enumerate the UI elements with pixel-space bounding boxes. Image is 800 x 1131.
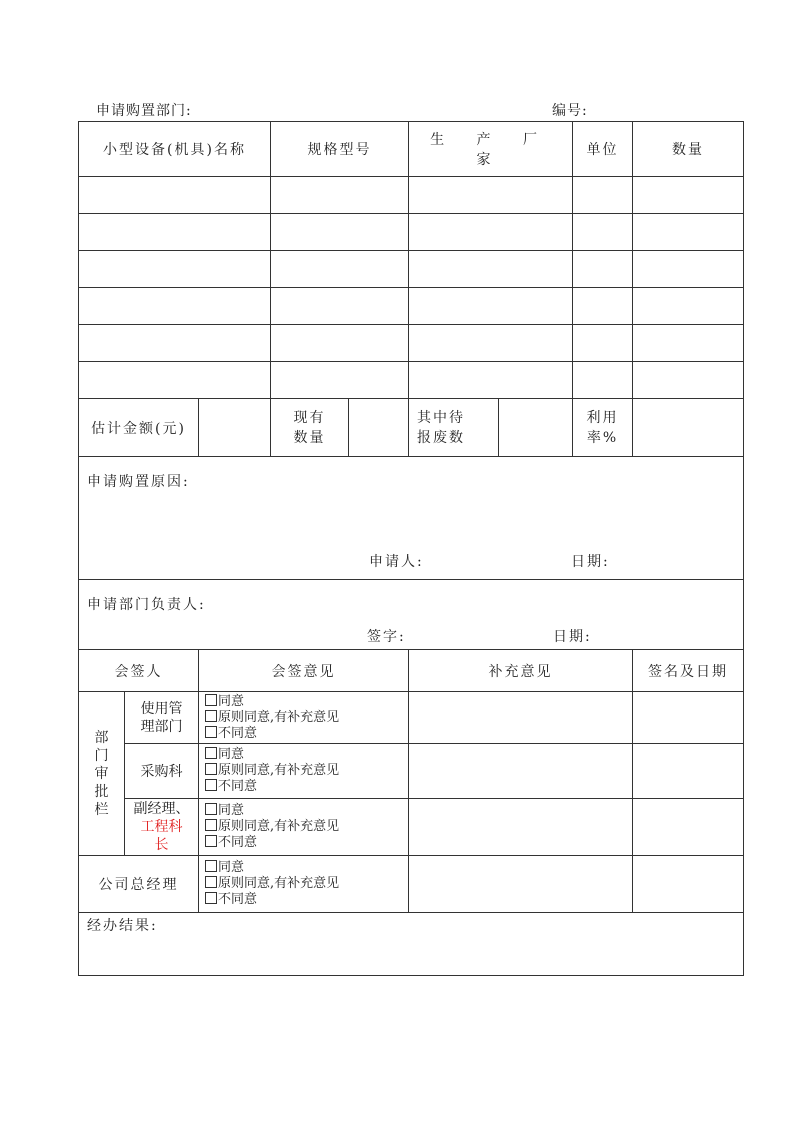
result-row[interactable] [79,913,744,976]
item-spec-cell[interactable] [271,251,409,288]
cosign-header-signer: 会签人 [79,650,199,692]
purchase-request-form [78,121,744,976]
cosign-header-opinion: 会签意见 [199,650,409,692]
option-disagree[interactable]: 不同意 [205,726,408,742]
cosign-row [79,744,744,799]
cosign-name-gm: 公司总经理 [79,856,199,913]
dept-label: 申请购置部门: [96,103,192,119]
item-name-cell[interactable] [79,288,271,325]
cosign-name-purchasing: 采购科 [125,744,199,799]
extra-opinion-cell[interactable] [409,692,633,744]
existing-qty-label: 现有 数量 [271,399,349,457]
option-agree[interactable]: 同意 [205,803,408,819]
checkbox-icon[interactable] [205,892,217,904]
option-agree[interactable]: 同意 [205,747,408,763]
item-spec-cell[interactable] [271,177,409,214]
checkbox-icon[interactable] [205,726,217,738]
checkbox-icon[interactable] [205,876,217,888]
item-name-cell[interactable] [79,177,271,214]
item-row[interactable] [79,325,744,362]
item-qty-cell[interactable] [633,362,744,399]
item-maker-cell[interactable] [409,362,573,399]
item-spec-cell[interactable] [271,288,409,325]
dept-head-label: 申请部门负责人: [87,597,206,613]
reason-row[interactable] [79,457,744,580]
result-label: 经办结果: [87,918,158,934]
pending-scrap-cell[interactable] [499,399,573,457]
item-unit-cell[interactable] [573,214,633,251]
col-header-maker: 生 产 厂 家 [409,122,573,177]
item-unit-cell[interactable] [573,362,633,399]
cosign-row-gm [79,856,744,913]
sign-date-cell[interactable] [633,692,744,744]
summary-row [79,399,744,457]
option-agree[interactable]: 同意 [205,860,408,876]
dept-head-block[interactable] [79,580,744,650]
applicant-label: 申请人: [369,554,424,570]
cosign-options [199,799,409,856]
cosign-header-sign-date: 签名及日期 [633,650,744,692]
checkbox-icon[interactable] [205,803,217,815]
item-qty-cell[interactable] [633,325,744,362]
sign-label: 签字: [367,629,406,645]
cosign-header-extra: 补充意见 [409,650,633,692]
cosign-row [79,692,744,744]
option-disagree[interactable]: 不同意 [205,835,408,851]
dept-head-row[interactable] [79,580,744,650]
cosign-options [199,744,409,799]
item-unit-cell[interactable] [573,288,633,325]
sign-date-cell[interactable] [633,856,744,913]
pending-scrap-label: 其中待 报废数 [409,399,499,457]
dept-approval-label-text: 部门审批栏 [94,729,109,818]
usage-rate-label: 利用 率% [573,399,633,457]
checkbox-icon[interactable] [205,694,217,706]
item-qty-cell[interactable] [633,288,744,325]
option-disagree[interactable]: 不同意 [205,779,408,795]
col-header-qty: 数量 [633,122,744,177]
checkbox-icon[interactable] [205,763,217,775]
option-agree-with-notes[interactable]: 原则同意,有补充意见 [205,763,408,779]
item-name-cell[interactable] [79,325,271,362]
reason-block[interactable] [79,457,744,580]
extra-opinion-cell[interactable] [409,856,633,913]
cosign-name-deputy-engineering: 副经理、 工程科 长 [125,799,199,856]
cosign-header-row [79,650,744,692]
item-maker-cell[interactable] [409,177,573,214]
option-agree-with-notes[interactable]: 原则同意,有补充意见 [205,710,408,726]
item-unit-cell[interactable] [573,177,633,214]
usage-rate-cell[interactable] [633,399,744,457]
option-agree[interactable]: 同意 [205,694,408,710]
checkbox-icon[interactable] [205,860,217,872]
item-qty-cell[interactable] [633,214,744,251]
checkbox-icon[interactable] [205,819,217,831]
item-row[interactable] [79,362,744,399]
item-maker-cell[interactable] [409,288,573,325]
item-maker-cell[interactable] [409,325,573,362]
item-spec-cell[interactable] [271,325,409,362]
cosign-options [199,856,409,913]
item-unit-cell[interactable] [573,325,633,362]
option-agree-with-notes[interactable]: 原则同意,有补充意见 [205,819,408,835]
sign-date-cell[interactable] [633,744,744,799]
cosign-options [199,692,409,744]
reason-label: 申请购置原因: [87,474,190,490]
item-maker-cell[interactable] [409,214,573,251]
extra-opinion-cell[interactable] [409,799,633,856]
items-header-row [79,122,744,177]
item-spec-cell[interactable] [271,362,409,399]
estimate-label: 估计金额(元) [79,399,199,457]
option-disagree[interactable]: 不同意 [205,892,408,908]
sign-date-cell[interactable] [633,799,744,856]
checkbox-icon[interactable] [205,835,217,847]
col-header-unit: 单位 [573,122,633,177]
reason-date-label: 日期: [571,554,610,570]
dept-head-date-label: 日期: [553,629,592,645]
item-row[interactable] [79,288,744,325]
item-maker-cell[interactable] [409,251,573,288]
cosign-row [79,799,744,856]
item-unit-cell[interactable] [573,251,633,288]
col-header-name: 小型设备(机具)名称 [79,122,271,177]
checkbox-icon[interactable] [205,779,217,791]
extra-opinion-cell[interactable] [409,744,633,799]
item-row[interactable] [79,214,744,251]
number-label: 编号: [552,103,588,119]
item-spec-cell[interactable] [271,214,409,251]
estimate-value-cell[interactable] [199,399,271,457]
checkbox-icon[interactable] [205,710,217,722]
item-name-cell[interactable] [79,251,271,288]
checkbox-icon[interactable] [205,747,217,759]
item-qty-cell[interactable] [633,251,744,288]
item-row[interactable] [79,251,744,288]
dept-approval-label [79,692,125,856]
item-name-cell[interactable] [79,362,271,399]
result-block[interactable] [79,913,744,976]
option-agree-with-notes[interactable]: 原则同意,有补充意见 [205,876,408,892]
existing-qty-cell[interactable] [349,399,409,457]
item-qty-cell[interactable] [633,177,744,214]
col-header-spec: 规格型号 [271,122,409,177]
item-name-cell[interactable] [79,214,271,251]
item-row[interactable] [79,177,744,214]
cosign-name-usage-dept: 使用管 理部门 [125,692,199,744]
